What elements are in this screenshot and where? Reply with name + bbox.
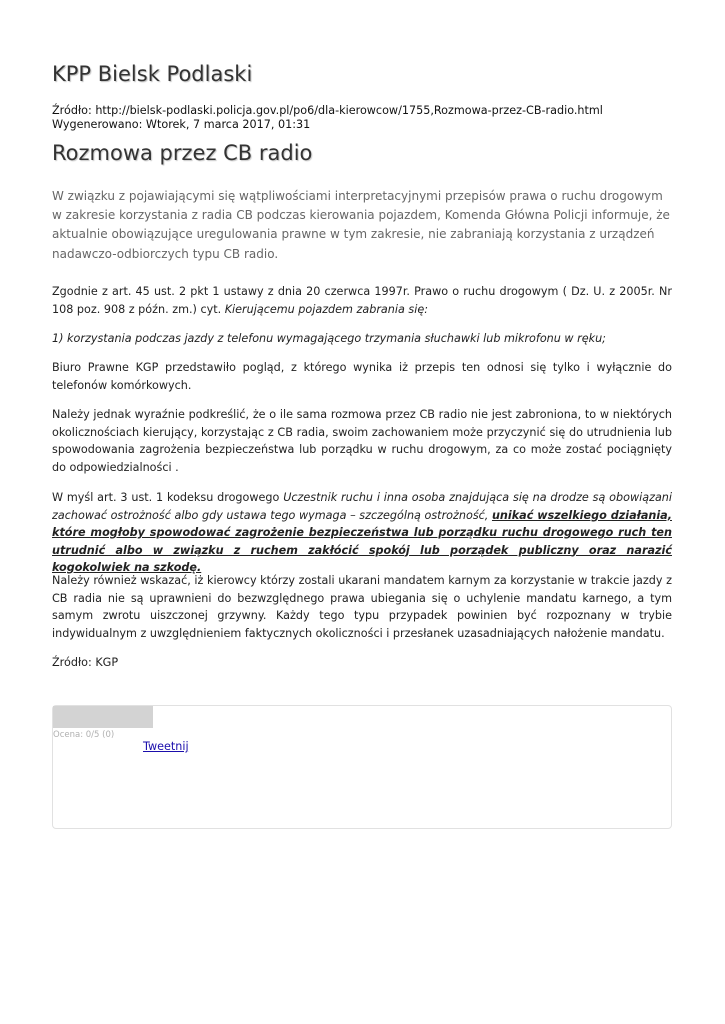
- article-lead: W związku z pojawiającymi się wątpliwościami interpretacyjnymi przepisów prawa o ruchu drogowym w zakresie korzystania z radia CB podczas kierowania pojazdem, Komenda Główna Policji informuje, że aktualnie obowiązujące uregulowania prawne w tym zakresie, nie zabraniają korzystania z urządzeń nadawczo-odbiorczych typu CB radio.: [52, 189, 670, 261]
- article-title: Rozmowa przez CB radio: [52, 141, 313, 165]
- paragraph-art3-italic: Uczestnik ruchu i inna osoba znajdująca się na drodze są obowiązani zachować ostrożność albo gdy ustawa tego wymaga – szczególną ostrożność,: [52, 491, 672, 522]
- article-source: Źródło: KGP: [52, 656, 119, 669]
- rating-stars-bar[interactable]: [53, 706, 153, 728]
- source-url-line: Źródło: http://bielsk-podlaski.policja.gov.pl/po6/dla-kierowcow/1755,Rozmowa-przez-CB-radio.html: [52, 104, 603, 117]
- rating-share-box: [52, 705, 672, 829]
- site-title: KPP Bielsk Podlaski: [52, 62, 253, 86]
- paragraph-art3-text: W myśl art. 3 ust. 1 kodeksu drogowego: [52, 491, 284, 504]
- paragraph-fines: Należy również wskazać, iż kierowcy którzy zostali ukarani mandatem karnym za korzystanie w trakcie jazdy z CB radia nie są uprawnieni do bezwzględnego prawa ubiegania się o uchylenie mandatu karnego, a tym samym zwrotu uiszczonej grzywny. Każdy tego typu przypadek powinien być rozpoznany w trybie indywidualnym z uwzględnieniem faktycznych okoliczności i przesłanek uzasadniających nałożenie mandatu.: [52, 574, 672, 640]
- page-meta: [52, 104, 603, 132]
- quoted-rule-text: 1) korzystania podczas jazdy z telefonu wymagającego trzymania słuchawki lub mikrofonu w ręku;: [52, 332, 606, 345]
- paragraph-legal-basis-text: Zgodnie z art. 45 ust. 2 pkt 1 ustawy z dnia 20 czerwca 1997r. Prawo o ruchu drogowym ( Dz. U. z 2005r. Nr 108 poz. 908 z późn. zm.) cyt.: [52, 285, 672, 316]
- generated-date-line: Wygenerowano: Wtorek, 7 marca 2017, 01:31: [52, 118, 311, 131]
- paragraph-kgp-opinion: Biuro Prawne KGP przedstawiło pogląd, z którego wynika iż przepis ten odnosi się tylko i wyłącznie do telefonów komórkowych.: [52, 361, 672, 392]
- tweet-link[interactable]: Tweetnij: [143, 740, 189, 753]
- paragraph-quoted-rule: [52, 330, 672, 348]
- rating-label: Ocena: 0/5 (0): [53, 730, 115, 740]
- paragraph-art3: [52, 489, 672, 577]
- paragraph-emphasis: Należy jednak wyraźnie podkreślić, że o ile sama rozmowa przez CB radio nie jest zabroniona, to w niektórych okolicznościach kierujący, korzystając z CB radia, swoim zachowaniem może przyczynić się do utrudnienia lub spowodowania zagrożenia bezpieczeństwa lub porządku w ruchu drogowym, za co może zostać pociągnięty do odpowiedzialności .: [52, 408, 672, 474]
- paragraph-legal-basis: [52, 283, 672, 318]
- paragraph-art3-bold: unikać wszelkiego działania, które mogłoby spowodować zagrożenie bezpieczeństwa lub porządku ruchu drogowego ruch ten utrudnić albo w związku z ruchem zakłócić spokój lub porządek publiczny oraz narazić kogokolwiek na szkodę.: [52, 508, 672, 574]
- paragraph-legal-basis-quote: Kierującemu pojazdem zabrania się:: [224, 302, 428, 316]
